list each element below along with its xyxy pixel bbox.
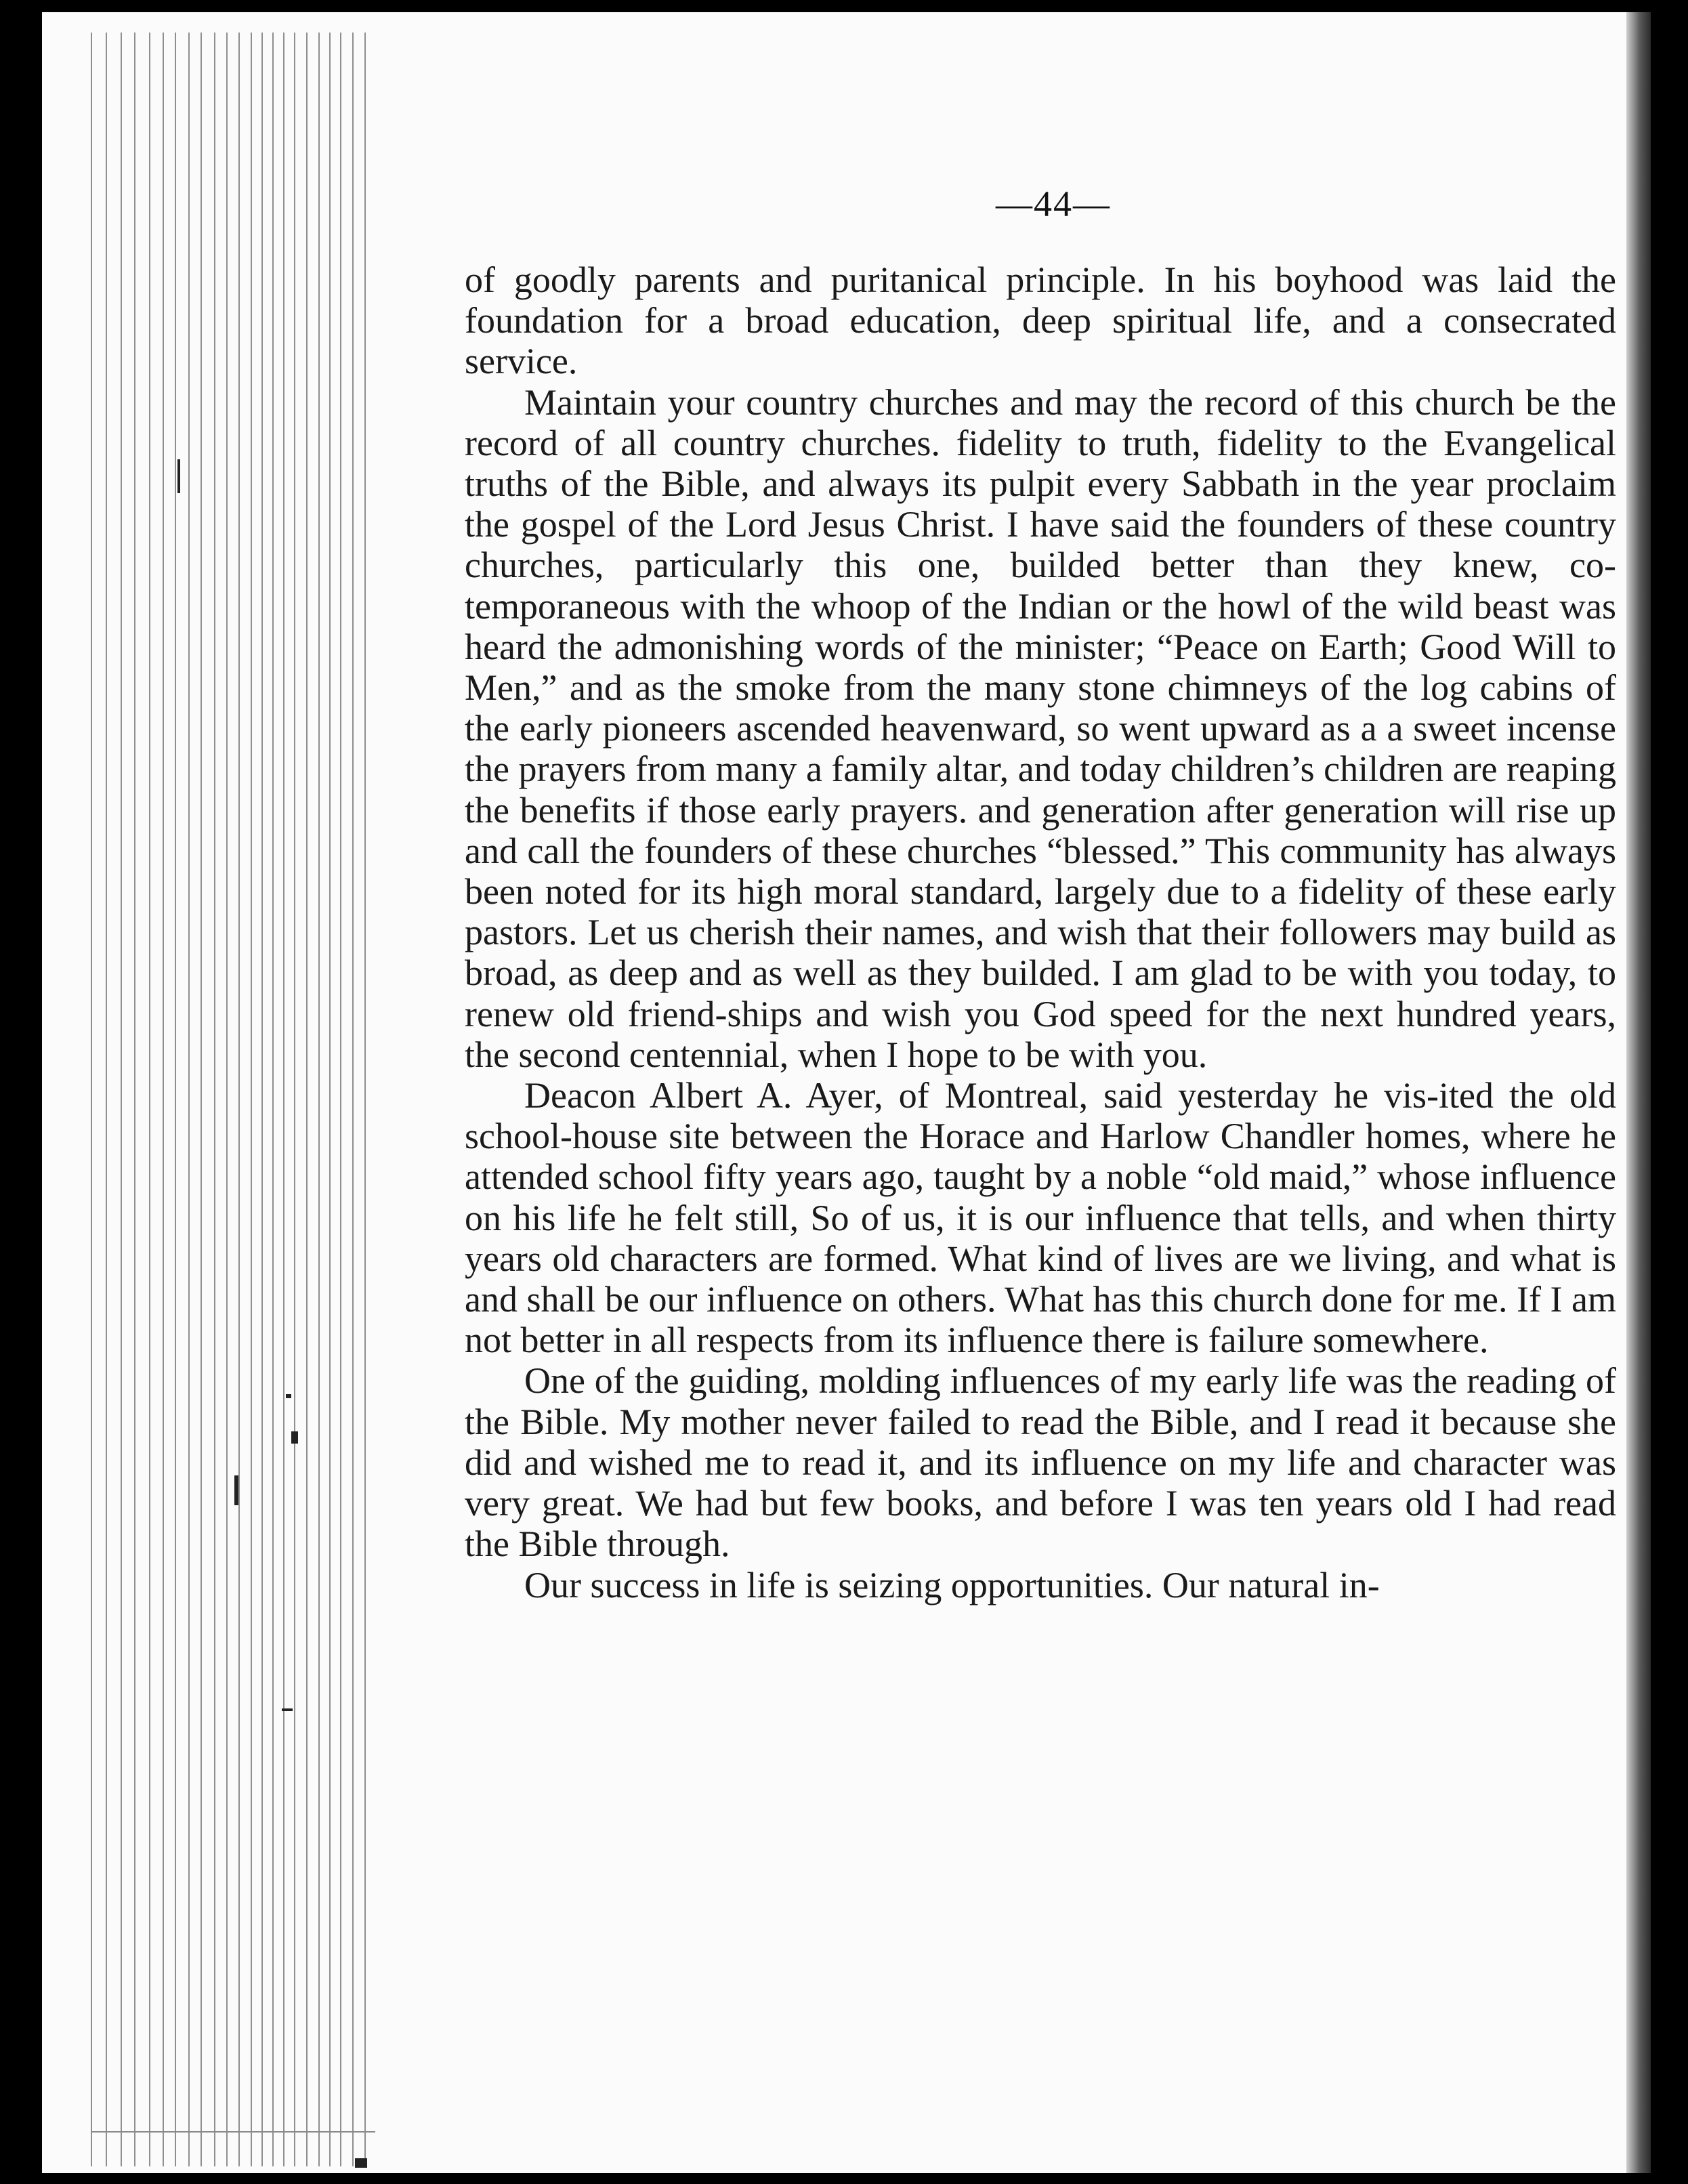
paragraph: One of the guiding, molding influences of my early life was the reading of the Bible. My mother never failed to read the Bible, and I read it because she did and wished me to read it, and its influence on my life and character was very great. We had but few books, and before I was ten years old I had read the Bible through. [465,1360,1616,1565]
margin-mark [291,1431,298,1444]
page-spine-shadow [1626,12,1651,2173]
paragraph: Maintain your country churches and may the record of this church be the record of all country churches. fidelity to truth, fidelity to the Evangelical truths of the Bible, and always its pulpit every Sabbath in the year proclaim the gospel of the Lord Jesus Christ. I have said the founders of these country churches, particularly this one, builded better than they knew, co-temporaneous with the whoop of the Indian or the howl of the wild beast was heard the admonishing words of the minister; “Peace on Earth; Good Will to Men,” and as the smoke from the many stone chimneys of the log cabins of the early pioneers ascended heavenward, so went upward as a a sweet incense the prayers from many a family altar, and today children’s children are reaping the benefits if those early prayers. and generation after generation will rise up and call the founders of these churches “blessed.” This community has always been noted for its high moral standard, largely due to a fidelity of these early pastors. Let us cherish their names, and wish that their followers may build as broad, as deep and as well as they builded. I am glad to be with you today, to renew old friend-ships and wish you God speed for the next hundred years, the second centennial, when I hope to be with you. [465,381,1616,1075]
paragraph: Our success in life is seizing opportunities. Our natural in- [524,1564,1380,1605]
body-text [465,259,1616,1605]
margin-mark [234,1475,238,1505]
page-number: —44— [996,184,1111,224]
margin-mark [282,1708,293,1711]
margin-mark [177,459,180,493]
margin-mark [355,2158,367,2168]
paragraph: Deacon Albert A. Ayer, of Montreal, said yesterday he vis-ited the old school-house site between the Horace and Harlow Chandler homes, where he attended school fifty years ago, taught by a noble “old maid,” whose influence on his life he felt still, So of us, it is our influence that tells, and when thirty years old characters are formed. What kind of lives are we living, and what is and shall be our influence on others. What has this church done for me. If I am not better in all respects from its influence there is failure somewhere. [465,1075,1616,1361]
margin-mark [286,1394,291,1398]
page-edges [91,33,375,2166]
paragraph: of goodly parents and puritanical principle. In his boyhood was laid the foundation for a broad education, deep spiritual life, and a consecrated service. [465,259,1616,382]
